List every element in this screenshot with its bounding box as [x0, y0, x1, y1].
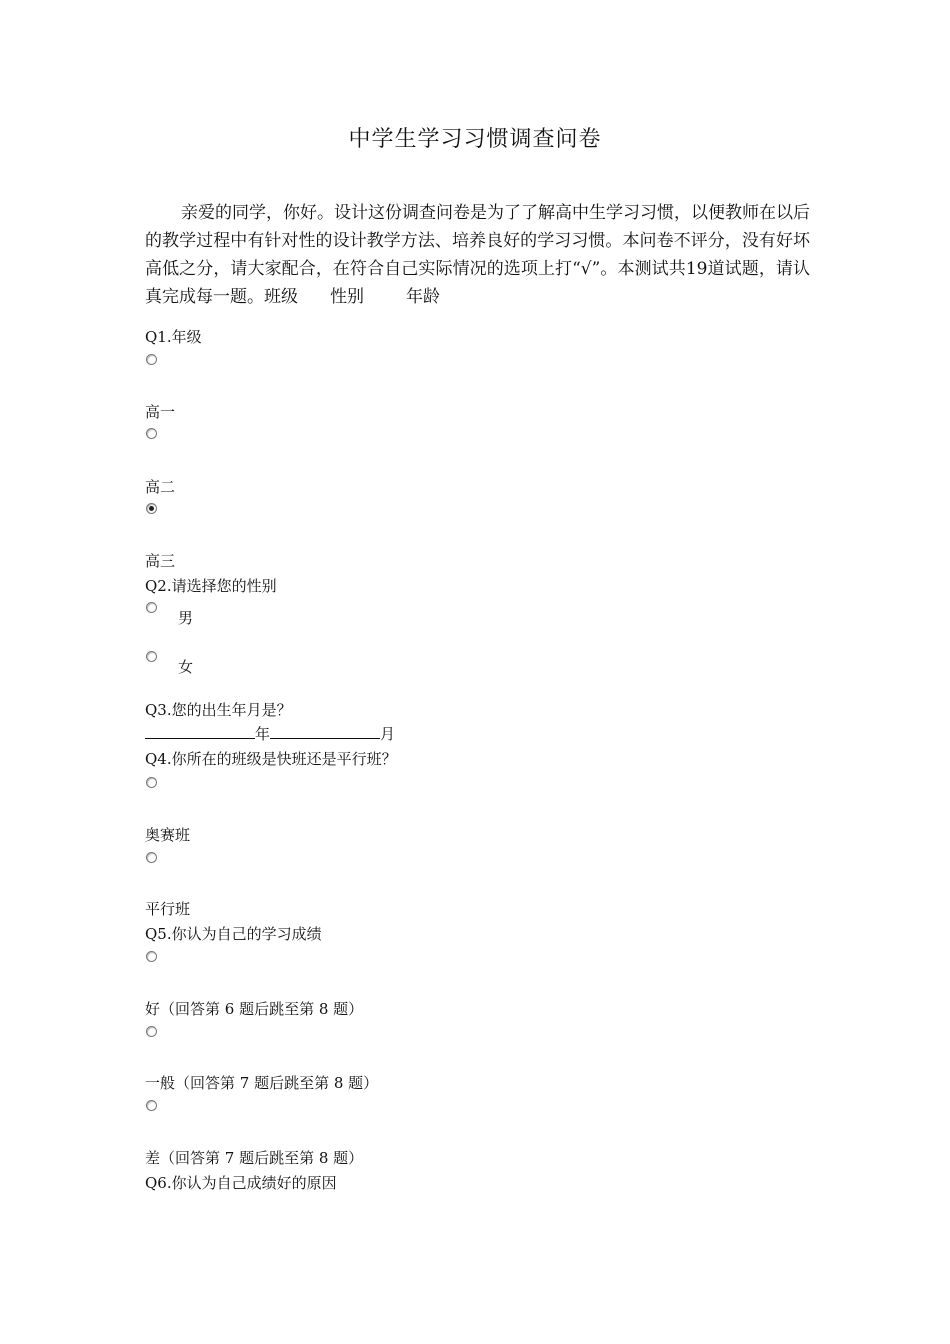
q5-radio-3[interactable]: [146, 1100, 157, 1111]
q3-year-unit: 年: [255, 725, 271, 743]
q2-radio-male[interactable]: [146, 602, 157, 613]
age-label: 年龄: [406, 287, 440, 307]
q2-label: Q2.请选择您的性别: [145, 577, 277, 595]
q6-label: Q6.你认为自己成绩好的原因: [145, 1174, 337, 1192]
q1-radio-3[interactable]: [146, 503, 157, 514]
q3-label: Q3.您的出生年月是？: [145, 701, 292, 719]
intro-paragraph: [145, 199, 810, 311]
q5-radio-2[interactable]: [146, 1026, 157, 1037]
q5-label: Q5.你认为自己的学习成绩: [145, 925, 322, 943]
q5-option-3: 差（回答第 7 题后跳至第 8 题）: [145, 1149, 364, 1167]
q4-radio-2[interactable]: [146, 852, 157, 863]
q2-option-male: 男: [178, 609, 194, 627]
q5-option-2: 一般（回答第 7 题后跳至第 8 题）: [145, 1074, 379, 1092]
document-title: 中学生学习习惯调查问卷: [348, 127, 602, 152]
q3-month-blank[interactable]: [270, 724, 380, 739]
q2-radio-female[interactable]: [146, 651, 157, 662]
q1-option-2: 高二: [145, 478, 176, 496]
q1-option-3: 高三: [145, 552, 176, 570]
q1-radio-2[interactable]: [146, 428, 157, 439]
q4-label: Q4.你所在的班级是快班还是平行班？: [145, 750, 397, 768]
q4-option-1: 奥赛班: [145, 826, 191, 844]
gender-label: 性别: [330, 287, 364, 307]
q1-option-1: 高一: [145, 403, 176, 421]
q2-option-female: 女: [178, 658, 194, 676]
q3-month-unit: 月: [380, 725, 396, 743]
q5-option-1: 好（回答第 6 题后跳至第 8 题）: [145, 1000, 364, 1018]
q1-radio-1[interactable]: [146, 354, 157, 365]
q4-option-2: 平行班: [145, 900, 191, 918]
q3-birth-fields: [145, 723, 395, 744]
intro-text: 亲爱的同学，你好。设计这份调查问卷是为了了解高中生学习习惯，以便教师在以后的教学过程中有针对性的设计教学方法、培养良好的学习习惯。本问卷不评分，没有好坏高低之分，请大家配合，在符合自己实际情况的选项上打“√”。本测试共19道试题，请认真完成每一题。班级: [145, 203, 810, 307]
q1-label: Q1.年级: [145, 328, 202, 346]
q3-year-blank[interactable]: [145, 724, 255, 739]
q5-radio-1[interactable]: [146, 951, 157, 962]
q4-radio-1[interactable]: [146, 777, 157, 788]
